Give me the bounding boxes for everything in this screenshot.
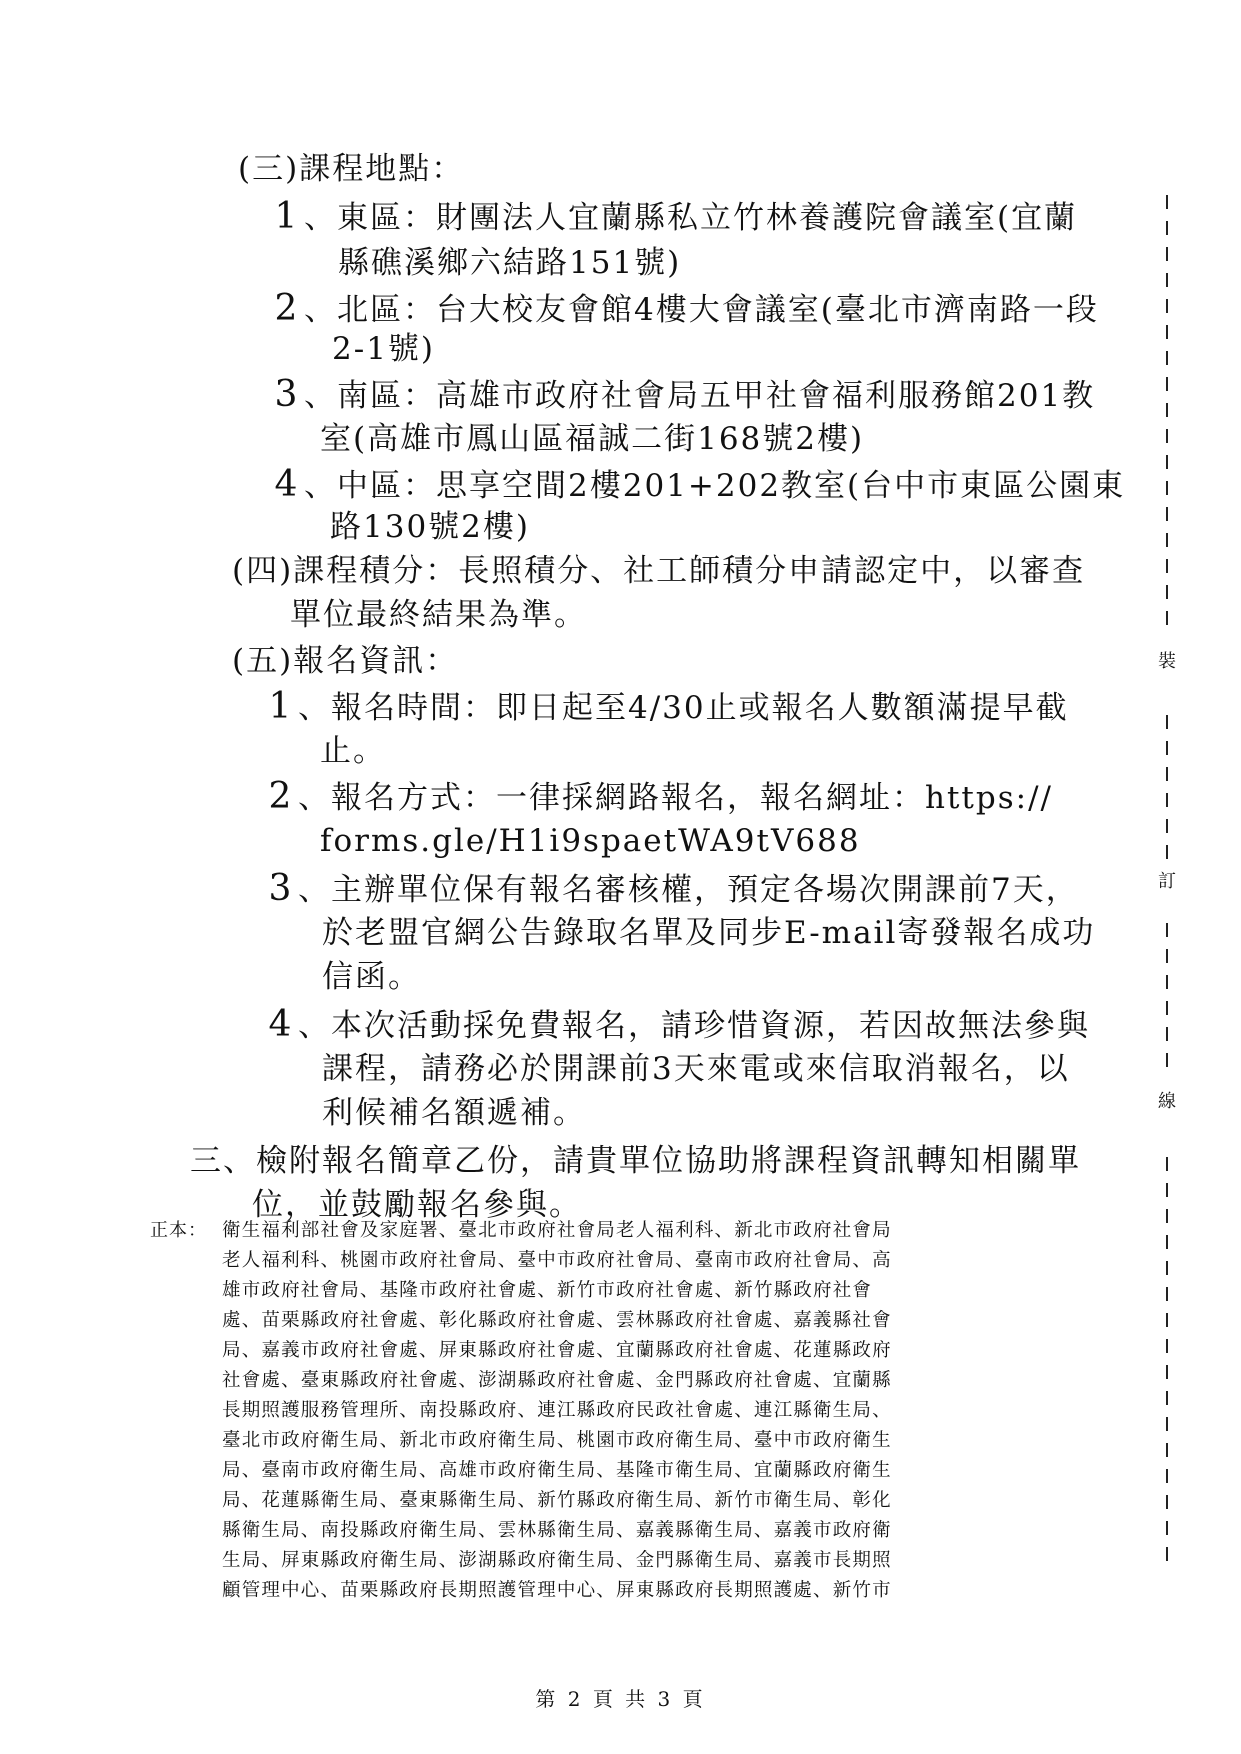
item-number: 1 xyxy=(274,196,300,237)
binding-dash xyxy=(1166,1001,1168,1015)
binding-dash xyxy=(1166,299,1168,313)
section-4-line2: 單位最終結果為準。 xyxy=(290,597,587,633)
item-number: 3 xyxy=(274,374,300,415)
item-three-line1: 三、檢附報名簡章乙份，請貴單位協助將課程資訊轉知相關單 xyxy=(190,1143,1081,1179)
item-number: 3 xyxy=(268,868,294,909)
binding-dash xyxy=(1166,611,1168,625)
cc-line: 老人福利科、桃園市政府社會局、臺中市政府社會局、臺南市政府社會局、高 xyxy=(222,1250,892,1271)
binding-dash xyxy=(1166,793,1168,807)
cc-line: 長期照護服務管理所、南投縣政府、連江縣政府民政社會處、連江縣衛生局、 xyxy=(222,1400,892,1421)
binding-dash xyxy=(1166,221,1168,235)
section-4-line1: (四)課程積分：長照積分、社工師積分申請認定中，以審查 xyxy=(232,553,1086,589)
binding-dash xyxy=(1166,1157,1168,1171)
binding-dash xyxy=(1166,1365,1168,1379)
registration-item-3-cont: 於老盟官網公告錄取名單及同步E-mail寄發報名成功 xyxy=(322,915,1096,951)
cc-line: 縣衛生局、南投縣政府衛生局、雲林縣衛生局、嘉義縣衛生局、嘉義市政府衛 xyxy=(222,1520,892,1541)
registration-item-4-cont: 課程，請務必於開課前3天來電或來信取消報名，以 xyxy=(322,1051,1070,1087)
binding-dash xyxy=(1166,1209,1168,1223)
binding-dash xyxy=(1166,403,1168,417)
cc-line: 社會處、臺東縣政府社會處、澎湖縣政府社會處、金門縣政府社會處、宜蘭縣 xyxy=(222,1370,892,1391)
location-item-1-cont: 縣礁溪鄉六結路151號) xyxy=(338,245,682,281)
binding-dash xyxy=(1166,195,1168,209)
registration-item-3-cont2: 信函。 xyxy=(322,959,421,995)
item-number: 4 xyxy=(274,464,300,505)
binding-dash xyxy=(1166,455,1168,469)
registration-url: forms.gle/H1i9spaetWA9tV688 xyxy=(320,823,861,859)
binding-dash xyxy=(1166,1183,1168,1197)
registration-item-3: 3 、主辦單位保有報名審核權，預定各場次開課前7天， xyxy=(264,870,1079,909)
binding-dash xyxy=(1166,1469,1168,1483)
binding-dash xyxy=(1166,1235,1168,1249)
binding-dash xyxy=(1166,273,1168,287)
binding-dash xyxy=(1166,1287,1168,1301)
cc-line: 局、嘉義市政府社會處、屏東縣政府社會處、宜蘭縣政府社會處、花蓮縣政府 xyxy=(222,1340,892,1361)
binding-dash xyxy=(1166,533,1168,547)
binding-dash xyxy=(1166,325,1168,339)
registration-item-4-cont2: 利候補名額遞補。 xyxy=(322,1095,586,1131)
location-item-3: 3 、南區：高雄市政府社會局五甲社會福利服務館201教 xyxy=(270,376,1095,415)
cc-line: 顧管理中心、苗栗縣政府長期照護管理中心、屏東縣政府長期照護處、新竹市 xyxy=(222,1580,892,1601)
cc-line: 局、花蓮縣衛生局、臺東縣衛生局、新竹縣政府衛生局、新竹市衛生局、彰化 xyxy=(222,1490,892,1511)
item-number: 2 xyxy=(268,776,294,817)
registration-item-2: 2 、報名方式：一律採網路報名，報名網址：https:// xyxy=(264,778,1053,817)
binding-dash xyxy=(1166,377,1168,391)
registration-item-1-cont: 止。 xyxy=(320,733,386,769)
section-3-heading: (三)課程地點： xyxy=(238,151,465,187)
binding-char-ding: 訂 xyxy=(1154,867,1180,893)
binding-dash xyxy=(1166,949,1168,963)
cc-line: 處、苗栗縣政府社會處、彰化縣政府社會處、雲林縣政府社會處、嘉義縣社會 xyxy=(222,1310,892,1331)
binding-dash xyxy=(1166,975,1168,989)
cc-line: 臺北市政府衛生局、新北市政府衛生局、桃園市政府衛生局、臺中市政府衛生 xyxy=(222,1430,892,1451)
binding-dash xyxy=(1166,1443,1168,1457)
binding-dash xyxy=(1166,481,1168,495)
binding-dash xyxy=(1166,923,1168,937)
binding-dash xyxy=(1166,819,1168,833)
binding-dash xyxy=(1166,1547,1168,1561)
binding-dash xyxy=(1166,1417,1168,1431)
cc-line: 衛生福利部社會及家庭署、臺北市政府社會局老人福利科、新北市政府社會局 xyxy=(222,1220,892,1241)
location-item-2: 2 、北區：台大校友會館4樓大會議室(臺北市濟南路一段 xyxy=(270,290,1099,329)
registration-item-1: 1 、報名時間：即日起至4/30止或報名人數額滿提早截 xyxy=(264,688,1069,727)
binding-dash xyxy=(1166,507,1168,521)
cc-line: 局、臺南市政府衛生局、高雄市政府衛生局、基隆市衛生局、宜蘭縣政府衛生 xyxy=(222,1460,892,1481)
binding-line xyxy=(1148,195,1188,1565)
binding-dash xyxy=(1166,741,1168,755)
cc-line: 生局、屏東縣政府衛生局、澎湖縣政府衛生局、金門縣衛生局、嘉義市長期照 xyxy=(222,1550,892,1571)
binding-dash xyxy=(1166,351,1168,365)
binding-dash xyxy=(1166,767,1168,781)
binding-dash xyxy=(1166,1027,1168,1041)
binding-dash xyxy=(1166,845,1168,859)
page-footer: 第 2 頁 共 3 頁 xyxy=(535,1687,706,1711)
binding-char-zhuang: 裝 xyxy=(1154,647,1180,673)
binding-dash xyxy=(1166,429,1168,443)
binding-dash xyxy=(1166,715,1168,729)
section-5-heading: (五)報名資訊： xyxy=(232,643,459,679)
binding-dash xyxy=(1166,1521,1168,1535)
item-three-line2: 位，並鼓勵報名參與。 xyxy=(252,1187,582,1223)
location-item-4: 4 、中區：思享空間2樓201+202教室(台中市東區公園東 xyxy=(270,466,1125,505)
binding-char-xian: 線 xyxy=(1154,1087,1180,1113)
location-item-1: 1 、東區：財團法人宜蘭縣私立竹林養護院會議室(宜蘭 xyxy=(270,198,1077,237)
binding-dash xyxy=(1166,1261,1168,1275)
location-item-3-cont: 室(高雄市鳳山區福誠二街168號2樓) xyxy=(320,421,865,457)
registration-item-4: 4 、本次活動採免費報名，請珍惜資源，若因故無法參與 xyxy=(264,1006,1090,1045)
binding-dash xyxy=(1166,1391,1168,1405)
binding-dash xyxy=(1166,1339,1168,1353)
binding-dash xyxy=(1166,559,1168,573)
location-item-4-cont: 路130號2樓) xyxy=(330,509,530,545)
location-item-2-cont: 2-1號) xyxy=(332,331,436,367)
cc-label: 正本： xyxy=(150,1220,207,1241)
binding-dash xyxy=(1166,1053,1168,1067)
binding-dash xyxy=(1166,247,1168,261)
cc-line: 雄市政府社會局、基隆市政府社會處、新竹市政府社會處、新竹縣政府社會 xyxy=(222,1280,873,1301)
item-number: 2 xyxy=(274,288,300,329)
binding-dash xyxy=(1166,1495,1168,1509)
binding-dash xyxy=(1166,1313,1168,1327)
binding-dash xyxy=(1166,585,1168,599)
item-number: 1 xyxy=(268,686,294,727)
item-number: 4 xyxy=(268,1004,294,1045)
